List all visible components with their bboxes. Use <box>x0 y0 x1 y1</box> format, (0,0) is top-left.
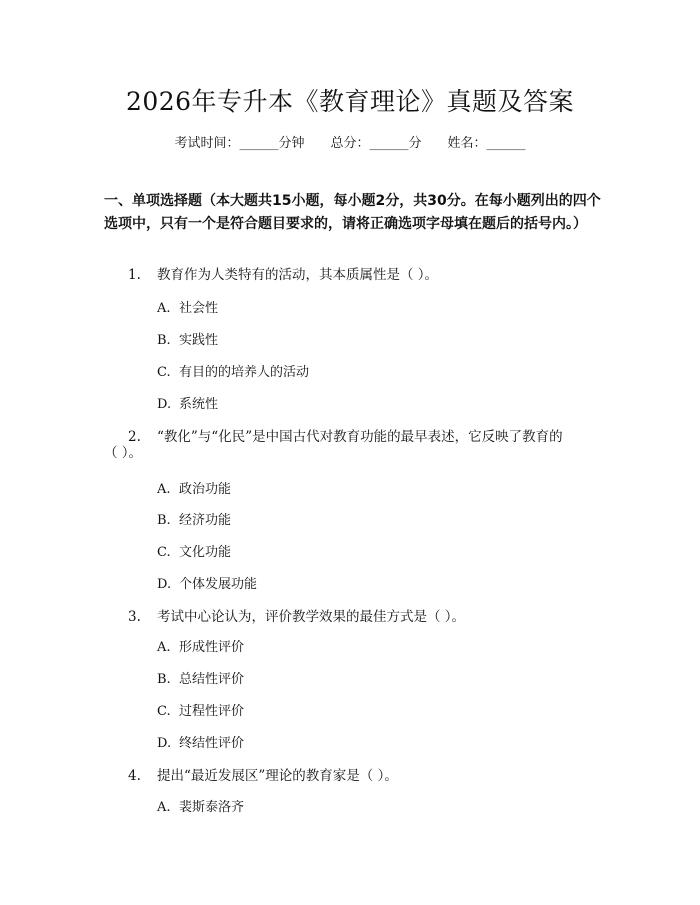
student-name-label: 姓名：______ <box>447 136 526 151</box>
exam-time-label: 考试时间：______分钟 <box>174 136 305 151</box>
question-text-line-1: “教化”与“化民”是中国古代对教育功能的最早表述，它反映了教育的 <box>157 429 563 445</box>
option-letter: D. <box>157 397 172 412</box>
option-text: 文化功能 <box>179 545 232 560</box>
option-text: 政治功能 <box>179 482 232 497</box>
question-2-option-d <box>157 573 257 592</box>
question-1-option-a <box>157 297 218 316</box>
option-text: 个体发展功能 <box>179 577 258 592</box>
question-1 <box>128 263 438 283</box>
option-letter: A. <box>157 301 171 316</box>
page-title: 2026年专升本《教育理论》真题及答案 <box>125 87 575 116</box>
question-2-option-b <box>157 509 231 528</box>
option-text: 经济功能 <box>179 513 232 528</box>
exam-meta <box>0 132 700 151</box>
option-letter: D. <box>157 577 172 592</box>
question-3-option-d <box>157 732 244 751</box>
option-text: 终结性评价 <box>179 736 245 751</box>
question-4-option-a <box>157 796 244 815</box>
question-text: 教育作为人类特有的活动，其本质属性是（ ）。 <box>157 267 439 283</box>
question-text: 提出“最近发展区”理论的教育家是（ ）。 <box>157 768 398 784</box>
option-text: 社会性 <box>179 301 219 316</box>
option-letter: B. <box>157 333 171 348</box>
question-3-option-a <box>157 636 244 655</box>
option-letter: A. <box>157 800 171 815</box>
option-text: 有目的的培养人的活动 <box>179 365 310 380</box>
option-text: 总结性评价 <box>179 672 245 687</box>
question-1-option-b <box>157 329 218 348</box>
option-letter: D. <box>157 736 172 751</box>
question-1-option-d <box>157 393 218 412</box>
option-text: 过程性评价 <box>179 704 245 719</box>
question-2-continuation: （ ）。 <box>104 445 143 461</box>
question-3-option-b <box>157 668 244 687</box>
question-text: 考试中心论认为，评价教学效果的最佳方式是（ ）。 <box>157 609 466 625</box>
option-text: 实践性 <box>179 333 219 348</box>
option-text: 系统性 <box>179 397 219 412</box>
question-1-option-c <box>157 361 309 380</box>
question-number: 4. <box>128 768 141 784</box>
question-number: 1. <box>128 267 141 283</box>
question-3 <box>128 605 465 625</box>
total-score-label: 总分：______分 <box>330 136 422 151</box>
option-letter: A. <box>157 640 171 655</box>
option-letter: C. <box>157 704 171 719</box>
question-number: 2. <box>128 429 141 445</box>
question-2-option-a <box>157 478 231 497</box>
section-heading: 一、单项选择题（本大题共15小题，每小题2分，共30分。在每小题列出的四个选项中，只有一个是符合题目要求的，请将正确选项字母填在题后的括号内。） <box>104 193 601 232</box>
option-text: 裴斯泰洛齐 <box>179 800 245 815</box>
option-letter: C. <box>157 545 171 560</box>
option-letter: B. <box>157 672 171 687</box>
option-letter: A. <box>157 482 171 497</box>
question-2-option-c <box>157 541 231 560</box>
option-letter: B. <box>157 513 171 528</box>
option-letter: C. <box>157 365 171 380</box>
question-3-option-c <box>157 700 244 719</box>
question-number: 3. <box>128 609 141 625</box>
question-4 <box>128 764 398 784</box>
option-text: 形成性评价 <box>179 640 245 655</box>
